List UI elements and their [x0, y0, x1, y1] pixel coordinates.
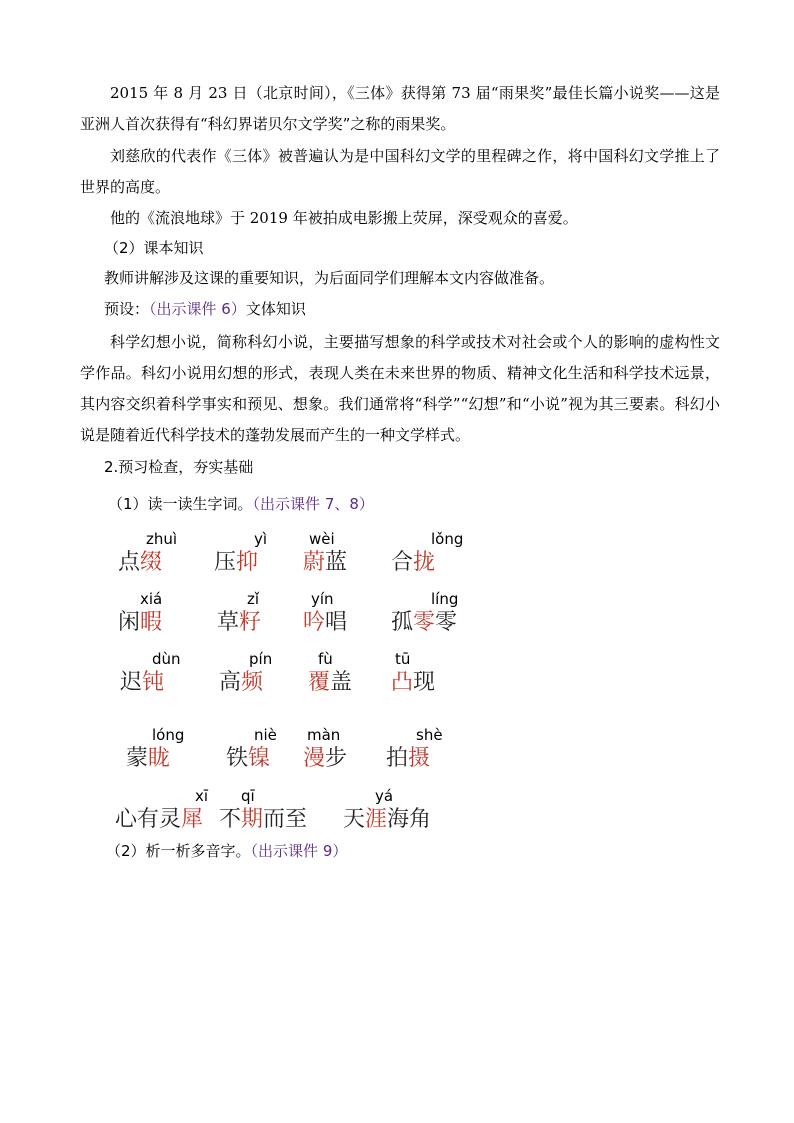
paragraph-milestone: 刘慈欣的代表作《三体》被普遍认为是中国科幻文学的里程碑之作，将中国科幻文学推上了世界的高度。: [80, 147, 720, 196]
vocab-key-character: 暇: [140, 610, 163, 635]
vocab-key-character: 涯: [365, 807, 388, 832]
vocab-prefix: 天: [343, 807, 366, 832]
vocab-characters: [303, 610, 347, 636]
vocab-suffix: 唱: [325, 610, 348, 635]
vocab-prefix: 孤: [391, 610, 414, 635]
pinyin: yín: [311, 590, 334, 608]
vocab-characters: [343, 807, 431, 833]
vocab-characters: [386, 746, 430, 772]
pinyin: niè: [254, 726, 277, 744]
vocab-suffix: 海角: [387, 807, 432, 832]
courseware-note: （出示课件 7、8）: [252, 495, 374, 513]
vocab-characters: [120, 670, 164, 696]
vocab-characters: [214, 550, 258, 576]
paragraph-scifi-definition: 科学幻想小说，简称科幻小说，主要描写想象的科学或技术对社会或个人的影响的虚构性文学作品。科幻小说用幻想的形式，表现人类在未来世界的物质、精神文化生活和科学技术远景，其内容交织着科学事实和预见、想象。我们通常将“科学”“幻想”和“小说”视为其三要素。科幻小说是随着近代科学技术的蓬勃发展而产生的一种文学样式。: [80, 333, 720, 444]
vocab-prefix: 点: [118, 550, 141, 575]
pinyin: wèi: [309, 530, 335, 548]
courseware-note: （出示课件 9）: [250, 842, 348, 860]
pinyin: xiá: [140, 590, 163, 608]
courseware-note: （出示课件 6）: [149, 300, 246, 318]
vocab-key-character: 吟: [303, 610, 326, 635]
vocab-key-character: 钝: [142, 670, 165, 695]
vocab-key-character: 蔚: [303, 550, 326, 575]
section-heading-preview: 2.预习检查，夯实基础: [104, 458, 254, 476]
preset-topic: 文体知识: [245, 300, 306, 318]
vocab-suffix: 现: [413, 670, 436, 695]
vocab-characters: [126, 746, 170, 772]
vocab-prefix: 铁: [226, 746, 249, 771]
vocab-characters: [391, 550, 435, 576]
preset-line: [104, 297, 306, 321]
vocab-prefix: 压: [214, 550, 237, 575]
vocab-suffix: 而至: [263, 807, 308, 832]
teacher-instruction: 教师讲解涉及这课的重要知识，为后面同学们理解本文内容做准备。: [104, 269, 555, 287]
polyphone-instruction-label: （2）析一析多音字。: [106, 842, 251, 860]
vocab-prefix: 草: [217, 610, 240, 635]
vocab-characters: [118, 610, 162, 636]
vocab-instruction-label: （1）读一读生字词。: [108, 495, 253, 513]
vocab-key-character: 籽: [239, 610, 262, 635]
pinyin: lóng: [152, 726, 185, 744]
vocab-characters: [391, 610, 457, 636]
pinyin: fù: [318, 650, 333, 668]
vocab-suffix: 蓝: [325, 550, 348, 575]
vocab-key-character: 摄: [408, 746, 431, 771]
paragraph-film: 他的《流浪地球》于 2019 年被拍成电影搬上荧屏，深受观众的喜爱。: [110, 209, 578, 227]
vocab-characters: [391, 670, 435, 696]
vocab-key-character: 频: [241, 670, 264, 695]
vocab-key-character: 抑: [236, 550, 259, 575]
vocab-characters: [118, 550, 162, 576]
vocab-key-character: 覆: [308, 670, 331, 695]
vocab-characters: [226, 746, 270, 772]
vocab-key-character: 期: [241, 807, 264, 832]
vocab-characters: [308, 670, 352, 696]
vocab-prefix: 迟: [120, 670, 143, 695]
vocab-characters: [303, 550, 347, 576]
pinyin: pín: [249, 650, 273, 668]
pinyin: xī: [195, 787, 209, 805]
vocab-prefix: 不: [219, 807, 242, 832]
polyphone-instruction: [106, 839, 347, 863]
vocab-prefix: 闲: [118, 610, 141, 635]
vocab-characters: [115, 807, 203, 833]
pinyin: tū: [395, 650, 411, 668]
preset-label: 预设：: [104, 300, 150, 318]
vocab-key-character: 拢: [413, 550, 436, 575]
vocab-key-character: 犀: [181, 807, 204, 832]
vocab-characters: [219, 670, 263, 696]
vocab-key-character: 眬: [148, 746, 171, 771]
paragraph-hugo-award: 2015 年 8 月 23 日（北京时间），《三体》获得第 73 届“雨果奖”最佳长篇小说奖——这是亚洲人首次获得有“科幻界诺贝尔文学奖”之称的雨果奖。: [80, 84, 720, 133]
pinyin: dùn: [152, 650, 181, 668]
pinyin: líng: [431, 590, 459, 608]
vocab-suffix: 零: [435, 610, 458, 635]
pinyin: zǐ: [247, 590, 260, 608]
vocab-suffix: 盖: [330, 670, 353, 695]
vocab-prefix: 心有灵: [115, 807, 182, 832]
vocab-key-character: 镍: [248, 746, 271, 771]
vocab-characters: [303, 746, 347, 772]
vocab-prefix: 蒙: [126, 746, 149, 771]
vocab-key-character: 凸: [391, 670, 414, 695]
vocab-prefix: 高: [219, 670, 242, 695]
vocab-key-character: 零: [413, 610, 436, 635]
vocab-characters: [217, 610, 261, 636]
vocab-characters: [219, 807, 307, 833]
pinyin: yá: [375, 787, 394, 805]
section-heading-textbook: （2）课本知识: [104, 239, 204, 257]
vocab-instruction: [108, 492, 374, 516]
vocab-suffix: 步: [325, 746, 348, 771]
pinyin: yì: [254, 530, 268, 548]
pinyin: zhuì: [146, 530, 178, 548]
pinyin: shè: [416, 726, 443, 744]
pinyin: lǒng: [431, 530, 464, 548]
vocab-key-character: 漫: [303, 746, 326, 771]
vocab-key-character: 缀: [140, 550, 163, 575]
pinyin: màn: [307, 726, 341, 744]
vocab-prefix: 合: [391, 550, 414, 575]
pinyin: qī: [241, 787, 255, 805]
vocab-prefix: 拍: [386, 746, 409, 771]
